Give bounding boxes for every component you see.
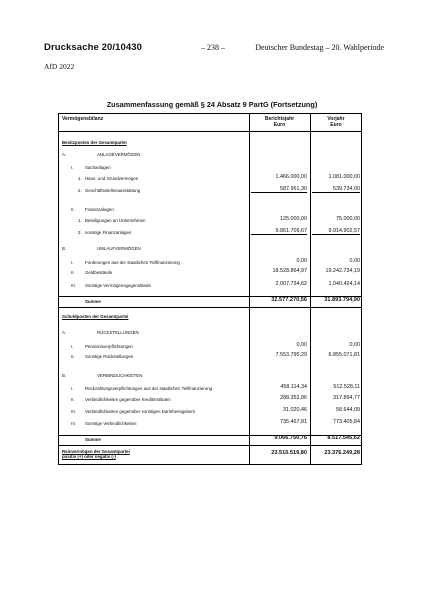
sonstige-verb-label: Sonstige Verbindlichkeiten [85, 421, 137, 426]
ausstattung-current: 587.961,30 [251, 187, 307, 193]
rueckzahlung-prior: 512.528,11 [333, 384, 360, 390]
sonstige-vermoegen-prior: 1.040.424,14 [328, 281, 360, 287]
col-label-header: Vermögensbilanz [62, 116, 104, 122]
haus-prior: 1.081.000,00 [328, 174, 360, 180]
kreditinstitute-label: Verbindlichkeiten gegenüber Kreditinstituten [85, 397, 171, 402]
passiva-section-title: Schuldposten der Gesamtpartei [62, 314, 129, 319]
ausstattung-prior: 539.734,00 [312, 187, 360, 193]
haus-current: 1.466.000,00 [275, 174, 307, 180]
darlehensgeber-prior: 58.644,09 [336, 407, 360, 413]
geldbestaende-label: Geldbestände [85, 270, 113, 275]
sonstige-finanzanlagen-prior: 9.914.902,57 [312, 229, 360, 235]
sonstige-vermoegen-label: Sonstige Vermögensgegenstände [85, 283, 151, 288]
row-letter: A. [62, 152, 67, 157]
beteiligungen-label: Beteiligungen an Unternehmen [85, 218, 146, 223]
bundestag-period: Deutscher Bundestag – 20. Wahlperiode [255, 43, 384, 52]
reinvermoegen-current: 23.510.519,80 [271, 450, 307, 456]
beteiligungen-prior: 75.000,00 [336, 216, 360, 222]
summe-rule [59, 307, 361, 308]
aktiva-section-title: Besitzposten der Gesamtpartei [62, 140, 127, 145]
summe-rule [59, 445, 361, 446]
party-year: AfD 2022 [44, 62, 75, 71]
table-title: Zusammenfassung gemäß § 24 Absatz 9 PartG (Fortsetzung) [106, 100, 318, 109]
reinvermoegen-sign-label: positiv (+) oder negativ (-) [62, 454, 116, 459]
summe-passiva-prior: 8.517.545,62 [327, 435, 360, 441]
sonstige-finanzanlagen-label: sonstige Finanzanlagen [85, 230, 132, 235]
column-divider [249, 114, 250, 464]
summe-rule [59, 296, 361, 297]
sonstige-rueck-current: 7.553.795,29 [275, 352, 307, 358]
row-letter: B. [62, 246, 67, 251]
umlauf-label: UMLAUFVERMÖGEN [97, 246, 141, 251]
row-roman: III. [71, 283, 76, 288]
row-roman: II. [71, 354, 75, 359]
header-rule [59, 131, 361, 132]
row-number: 1. [78, 218, 82, 223]
row-number: 1. [78, 176, 82, 181]
finanzanlagen-label: Finanzanlagen [85, 207, 114, 212]
page-number: – 238 – [201, 43, 225, 52]
rueckzahlung-label: Rückzahlungsverpflichtungen aus der staatlichen Teilfinanzierung [85, 386, 213, 391]
pension-label: Pensionsverpflichtungen [85, 344, 133, 349]
geldbestaende-current: 18.528.864,97 [272, 268, 307, 274]
column-divider [310, 114, 311, 464]
rueckzahlung-current: 458.114,34 [280, 384, 307, 390]
sonstige-rueck-label: Sonstige Rückstellungen [85, 354, 134, 359]
row-roman: III. [71, 409, 76, 414]
darlehensgeber-label: Verbindlichkeiten gegenüber sonstigen Darlehensgebern [85, 409, 196, 414]
page-header [44, 42, 384, 54]
forderungen-current: 0,00 [296, 258, 307, 264]
reinvermoegen-prior: 23.376.249,28 [324, 450, 360, 456]
forderungen-prior: 0,00 [349, 258, 360, 264]
sonstige-verb-prior: 773.405,84 [333, 419, 360, 425]
pension-prior: 0,00 [349, 342, 360, 348]
row-roman: I. [71, 344, 74, 349]
row-roman: I. [71, 260, 74, 265]
row-letter: A. [62, 330, 67, 335]
row-roman: II. [71, 270, 75, 275]
sonstige-rueck-prior: 6.855.071,81 [328, 352, 360, 358]
summe-aktiva-prior: 31.893.794,90 [324, 297, 360, 303]
anlage-label: ANLAGEVERMÖGEN [97, 152, 141, 157]
summe-passiva-current: 9.066.750,76 [274, 435, 307, 441]
darlehensgeber-current: 31.020,46 [283, 407, 307, 413]
row-roman: I. [71, 386, 74, 391]
row-number: 2. [78, 188, 82, 193]
row-roman: II. [71, 397, 75, 402]
kreditinstitute-current: 288.352,86 [280, 395, 307, 401]
col-current-header: Berichtsjahr Euro [264, 116, 295, 128]
row-roman: II. [71, 207, 75, 212]
rueckstellungen-label: RÜCKSTELLUNGEN [97, 330, 139, 335]
verbindlichkeiten-label: VERBINDLICHKEITEN [97, 373, 143, 378]
balance-sheet-table [58, 113, 362, 465]
row-letter: B. [62, 373, 67, 378]
summe-passiva-label: Summe [85, 437, 101, 442]
haus-label: Haus- und Grundvermögen [85, 176, 139, 181]
geldbestaende-prior: 19.242.734,19 [325, 268, 360, 274]
col-prior-header: Vorjahr Euro [327, 116, 345, 128]
ausstattung-label: Geschäftsstellenausstattung [85, 188, 141, 193]
pension-current: 0,00 [296, 342, 307, 348]
summe-aktiva-current: 32.577.270,56 [271, 297, 307, 303]
sonstige-finanzanlagen-current: 9.861.709,67 [251, 229, 307, 235]
forderungen-label: Forderungen aus der staatlichen Teilfinanzierung [85, 260, 180, 265]
drucksache-number: Drucksache 20/10430 [44, 42, 143, 53]
sonstige-verb-current: 735.467,81 [280, 419, 307, 425]
beteiligungen-current: 125.000,00 [280, 216, 307, 222]
row-roman: I. [71, 165, 74, 170]
reinvermoegen-label: Reinvermögen der Gesamtpartei [62, 449, 130, 454]
kreditinstitute-prior: 317.894,77 [333, 395, 360, 401]
sonstige-vermoegen-current: 2.007.734,62 [275, 281, 307, 287]
sachanlagen-label: Sachanlagen [85, 165, 111, 170]
row-number: 2. [78, 230, 82, 235]
summe-aktiva-label: Summe [85, 299, 101, 304]
row-roman: IV. [71, 421, 76, 426]
